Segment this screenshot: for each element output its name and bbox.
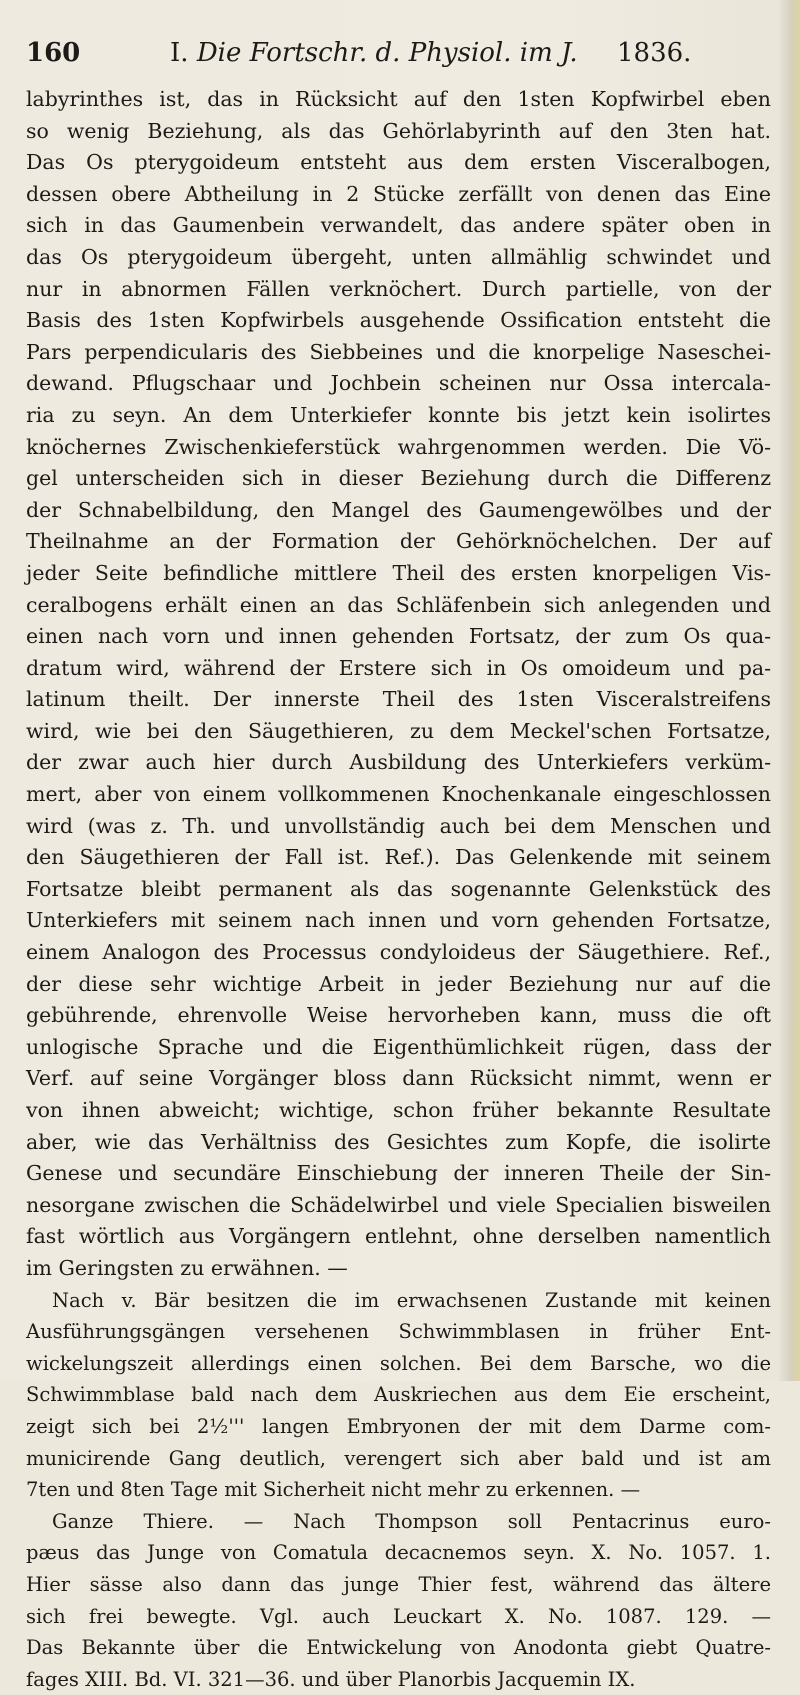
body-text <box>26 84 771 1695</box>
text-line: der Schnabelbildung, den Mangel des Gaumengewölbes und der <box>26 497 771 522</box>
text-line: den Säugethieren der Fall ist. Ref.). Das Gelenkende mit seinem <box>26 845 771 870</box>
text-line: municirende Gang deutlich, verengert sich aber bald und ist am <box>26 1446 771 1470</box>
text-line: ria zu seyn. An dem Unterkiefer konnte bis jetzt kein isolirtes <box>26 402 771 427</box>
text-line: wird, wie bei den Säugethieren, zu dem Meckel'schen Fortsatze, <box>26 718 771 743</box>
text-line: der zwar auch hier durch Ausbildung des Unterkiefers verküm- <box>26 750 771 775</box>
text-line: so wenig Beziehung, als das Gehörlabyrinth auf den 3ten hat. <box>26 118 771 143</box>
text-line: jeder Seite befindliche mittlere Theil des ersten knorpeligen Vis- <box>26 560 771 585</box>
text-line: Basis des 1sten Kopfwirbels ausgehende Ossification entsteht die <box>26 308 771 333</box>
text-line: labyrinthes ist, das in Rücksicht auf den 1sten Kopfwirbel eben <box>26 87 771 111</box>
text-line: 7ten und 8ten Tage mit Sicherheit nicht mehr zu erkennen. — <box>26 1478 641 1502</box>
text-line: dratum wird, während der Erstere sich in Os omoideum und pa- <box>26 655 771 680</box>
text-line: Das Os pterygoideum entsteht aus dem ersten Visceralbogen, <box>26 150 771 175</box>
text-line: nur in abnormen Fällen verknöchert. Durch partielle, von der <box>26 276 771 301</box>
text-line: sich frei bewegte. Vgl. auch Leuckart X. No. 1087. 129. — <box>26 1604 771 1628</box>
page-number: 160 <box>26 38 81 68</box>
text-line: Nach v. Bär besitzen die im erwachsenen Zustande mit keinen <box>52 1288 771 1312</box>
text-line: von ihnen abweicht; wichtige, schon früher bekannte Resultate <box>26 1098 771 1122</box>
running-title-prefix: I. <box>170 38 189 68</box>
running-title-italic: Die Fortschr. d. Physiol. im J. <box>196 38 578 68</box>
text-line: unlogische Sprache und die Eigenthümlichkeit rügen, dass der <box>26 1034 771 1059</box>
text-line: Pars perpendicularis des Siebbeines und die knorpelige Naseschei- <box>26 339 771 364</box>
text-line: Verf. auf seine Vorgänger bloss dann Rücksicht nimmt, wenn er <box>26 1066 771 1091</box>
text-line: einen nach vorn und innen gehenden Fortsatz, der zum Os qua- <box>26 624 771 649</box>
text-line: wird (was z. Th. und unvollständig auch bei dem Menschen und <box>26 813 771 838</box>
text-line: ceralbogens erhält einen an das Schläfenbein sich anlegenden und <box>26 592 771 617</box>
running-header <box>26 38 766 72</box>
text-line: einem Analogon des Processus condyloideus der Säugethiere. Ref., <box>26 940 771 965</box>
text-line: der diese sehr wichtige Arbeit in jeder Beziehung nur auf die <box>26 971 771 996</box>
running-title <box>170 38 578 68</box>
text-line: Ganze Thiere. — Nach Thompson soll Pentacrinus euro- <box>52 1509 771 1533</box>
text-line: Ausführungsgängen versehenen Schwimmblasen in früher Ent- <box>26 1320 771 1344</box>
text-line: Theilnahme an der Formation der Gehörknöchelchen. Der auf <box>26 529 771 554</box>
text-line: dessen obere Abtheilung in 2 Stücke zerfällt von denen das Eine <box>26 181 771 206</box>
text-line: knöchernes Zwischenkieferstück wahrgenommen werden. Die Vö- <box>26 434 771 459</box>
text-line: zeigt sich bei 2½''' langen Embryonen der mit dem Darme com- <box>26 1414 771 1438</box>
text-line: fages XIII. Bd. VI. 321—36. und über Planorbis Jacquemin IX. <box>26 1667 636 1691</box>
text-line: gel unterscheiden sich in dieser Beziehung durch die Differenz <box>26 466 771 491</box>
text-line: im Geringsten zu erwähnen. — <box>26 1255 348 1280</box>
text-line: mert, aber von einem vollkommenen Knochenkanale eingeschlossen <box>26 782 771 807</box>
text-line: sich in das Gaumenbein verwandelt, das andere später oben in <box>26 213 771 238</box>
text-line: gebührende, ehrenvolle Weise hervorheben kann, muss die oft <box>26 1003 771 1028</box>
text-line: Schwimmblase bald nach dem Auskriechen aus dem Eie erscheint, <box>26 1383 771 1407</box>
text-line: wickelungszeit allerdings einen solchen. Bei dem Barsche, wo die <box>26 1351 771 1375</box>
text-line: fast wörtlich aus Vorgängern entlehnt, ohne derselben namentlich <box>26 1224 771 1249</box>
text-line: pæus das Junge von Comatula decacnemos seyn. X. No. 1057. 1. <box>26 1541 771 1565</box>
text-line: Genese und secundäre Einschiebung der inneren Theile der Sin- <box>26 1161 771 1186</box>
text-line: Unterkiefers mit seinem nach innen und vorn gehenden Fortsatze, <box>26 908 771 933</box>
text-line: nesorgane zwischen die Schädelwirbel und viele Specialien bisweilen <box>26 1192 771 1217</box>
page-spine-shadow <box>778 0 800 1381</box>
text-line: Fortsatze bleibt permanent als das sogenannte Gelenkstück des <box>26 876 771 901</box>
text-line: das Os pterygoideum übergeht, unten allmählig schwindet und <box>26 244 771 269</box>
text-line: Das Bekannte über die Entwickelung von Anodonta giebt Quatre- <box>26 1636 771 1660</box>
text-line: aber, wie das Verhältniss des Gesichtes zum Kopfe, die isolirte <box>26 1129 771 1154</box>
running-title-year: 1836. <box>617 38 692 68</box>
text-line: Hier sässe also dann das junge Thier fest, während das ältere <box>26 1572 771 1596</box>
text-line: latinum theilt. Der innerste Theil des 1sten Visceralstreifens <box>26 687 771 712</box>
text-line: dewand. Pflugschaar und Jochbein scheinen nur Ossa intercala- <box>26 371 771 396</box>
